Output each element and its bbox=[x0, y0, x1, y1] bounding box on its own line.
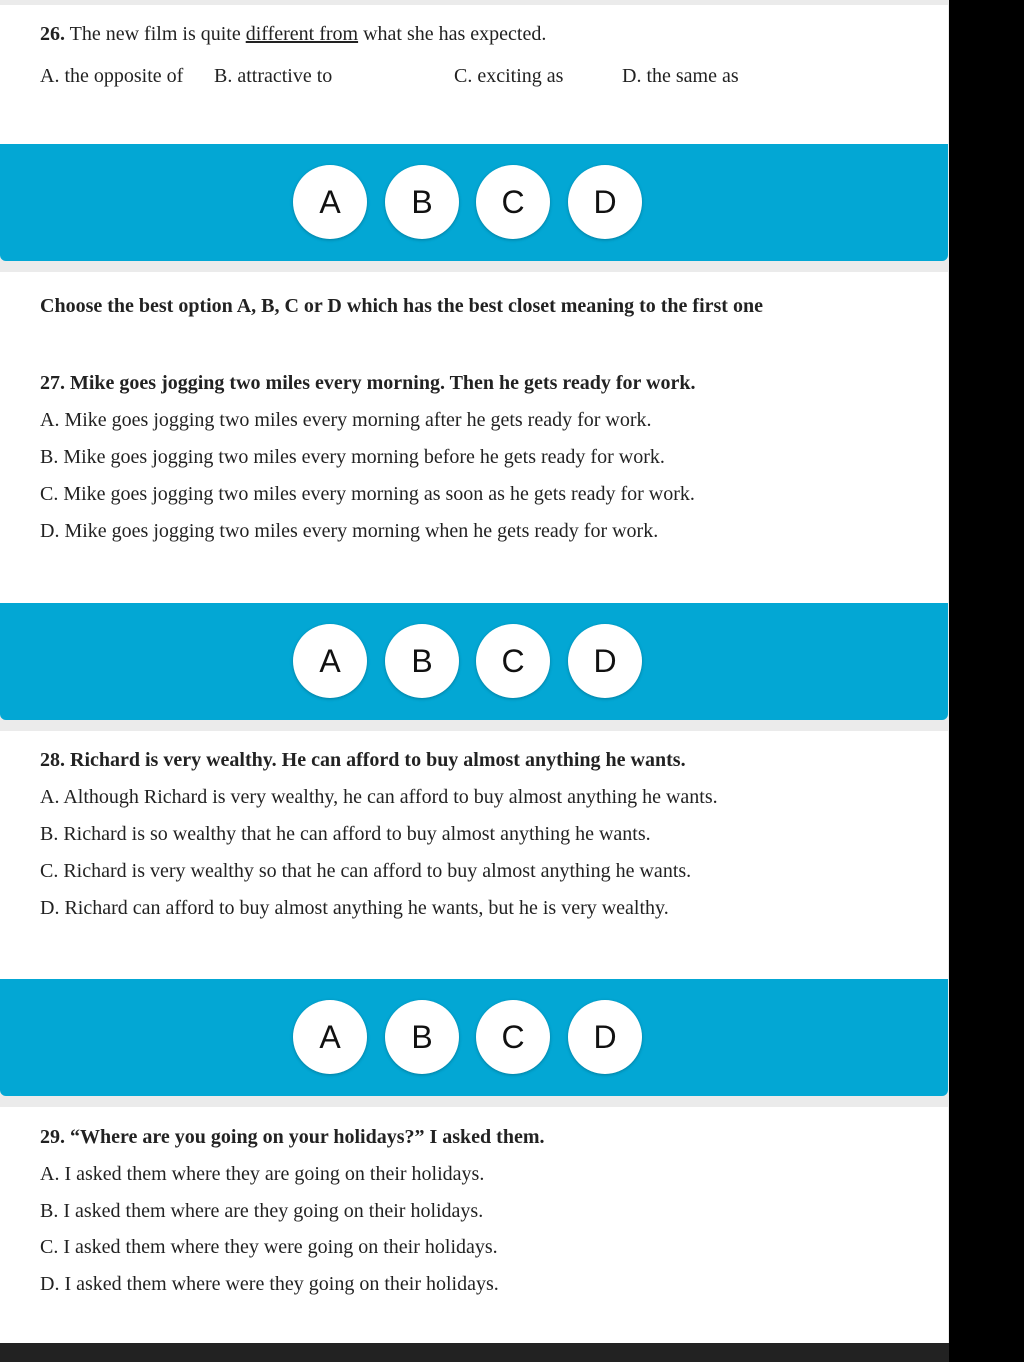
right-black-strip bbox=[949, 0, 1024, 1362]
answer-c-button[interactable]: C bbox=[476, 624, 550, 698]
answer-c-button[interactable]: C bbox=[476, 165, 550, 239]
question-26-option-b: B. attractive to bbox=[214, 65, 333, 87]
answer-b-button[interactable]: B bbox=[385, 1000, 459, 1074]
question-28-option-a: A. Although Richard is very wealthy, he can afford to buy almost anything he wants. bbox=[40, 786, 718, 808]
question-26-option-a: A. the opposite of bbox=[40, 65, 184, 87]
question-28-card bbox=[0, 731, 948, 979]
question-26-number: 26. bbox=[40, 23, 65, 45]
section-instruction: Choose the best option A, B, C or D which has the best closet meaning to the first one bbox=[40, 295, 763, 317]
question-29-card bbox=[0, 1107, 948, 1343]
question-27-option-a: A. Mike goes jogging two miles every morning after he gets ready for work. bbox=[40, 409, 652, 431]
question-26-option-c: C. exciting as bbox=[454, 65, 564, 87]
question-28-option-c: C. Richard is very wealthy so that he can afford to buy almost anything he wants. bbox=[40, 860, 692, 882]
question-26-underlined: different from bbox=[245, 23, 359, 45]
question-29-option-a: A. I asked them where they are going on their holidays. bbox=[40, 1163, 485, 1185]
question-26-card bbox=[0, 5, 948, 144]
question-27-option-b: B. Mike goes jogging two miles every morning before he gets ready for work. bbox=[40, 446, 665, 468]
question-26-stem-pre: The new film is quite bbox=[69, 23, 241, 45]
answer-d-button[interactable]: D bbox=[568, 624, 642, 698]
answer-d-button[interactable]: D bbox=[568, 1000, 642, 1074]
question-27-option-c: C. Mike goes jogging two miles every morning as soon as he gets ready for work. bbox=[40, 483, 695, 505]
answer-a-button[interactable]: A bbox=[293, 1000, 367, 1074]
answer-bar-q26 bbox=[0, 144, 948, 261]
question-29-option-d: D. I asked them where were they going on their holidays. bbox=[40, 1273, 499, 1295]
answer-c-button[interactable]: C bbox=[476, 1000, 550, 1074]
answer-b-button[interactable]: B bbox=[385, 165, 459, 239]
question-26-stem bbox=[40, 22, 546, 46]
question-26-option-d: D. the same as bbox=[622, 65, 739, 87]
question-28-option-d: D. Richard can afford to buy almost anything he wants, but he is very wealthy. bbox=[40, 897, 669, 919]
question-26-stem-post: what she has expected. bbox=[363, 23, 547, 45]
question-27-title: 27. Mike goes jogging two miles every morning. Then he gets ready for work. bbox=[40, 372, 696, 394]
question-29-title: 29. “Where are you going on your holidays?” I asked them. bbox=[40, 1126, 545, 1148]
answer-d-button[interactable]: D bbox=[568, 165, 642, 239]
answer-a-button[interactable]: A bbox=[293, 624, 367, 698]
answer-bar-q27 bbox=[0, 603, 948, 720]
question-28-option-b: B. Richard is so wealthy that he can afford to buy almost anything he wants. bbox=[40, 823, 651, 845]
question-27-option-d: D. Mike goes jogging two miles every morning when he gets ready for work. bbox=[40, 520, 659, 542]
question-28-title: 28. Richard is very wealthy. He can afford to buy almost anything he wants. bbox=[40, 749, 686, 771]
question-27-card bbox=[0, 272, 948, 603]
question-29-option-c: C. I asked them where they were going on their holidays. bbox=[40, 1236, 498, 1258]
question-29-option-b: B. I asked them where are they going on their holidays. bbox=[40, 1200, 484, 1222]
bottom-bar bbox=[0, 1343, 949, 1362]
answer-bar-q28 bbox=[0, 979, 948, 1096]
answer-a-button[interactable]: A bbox=[293, 165, 367, 239]
answer-b-button[interactable]: B bbox=[385, 624, 459, 698]
